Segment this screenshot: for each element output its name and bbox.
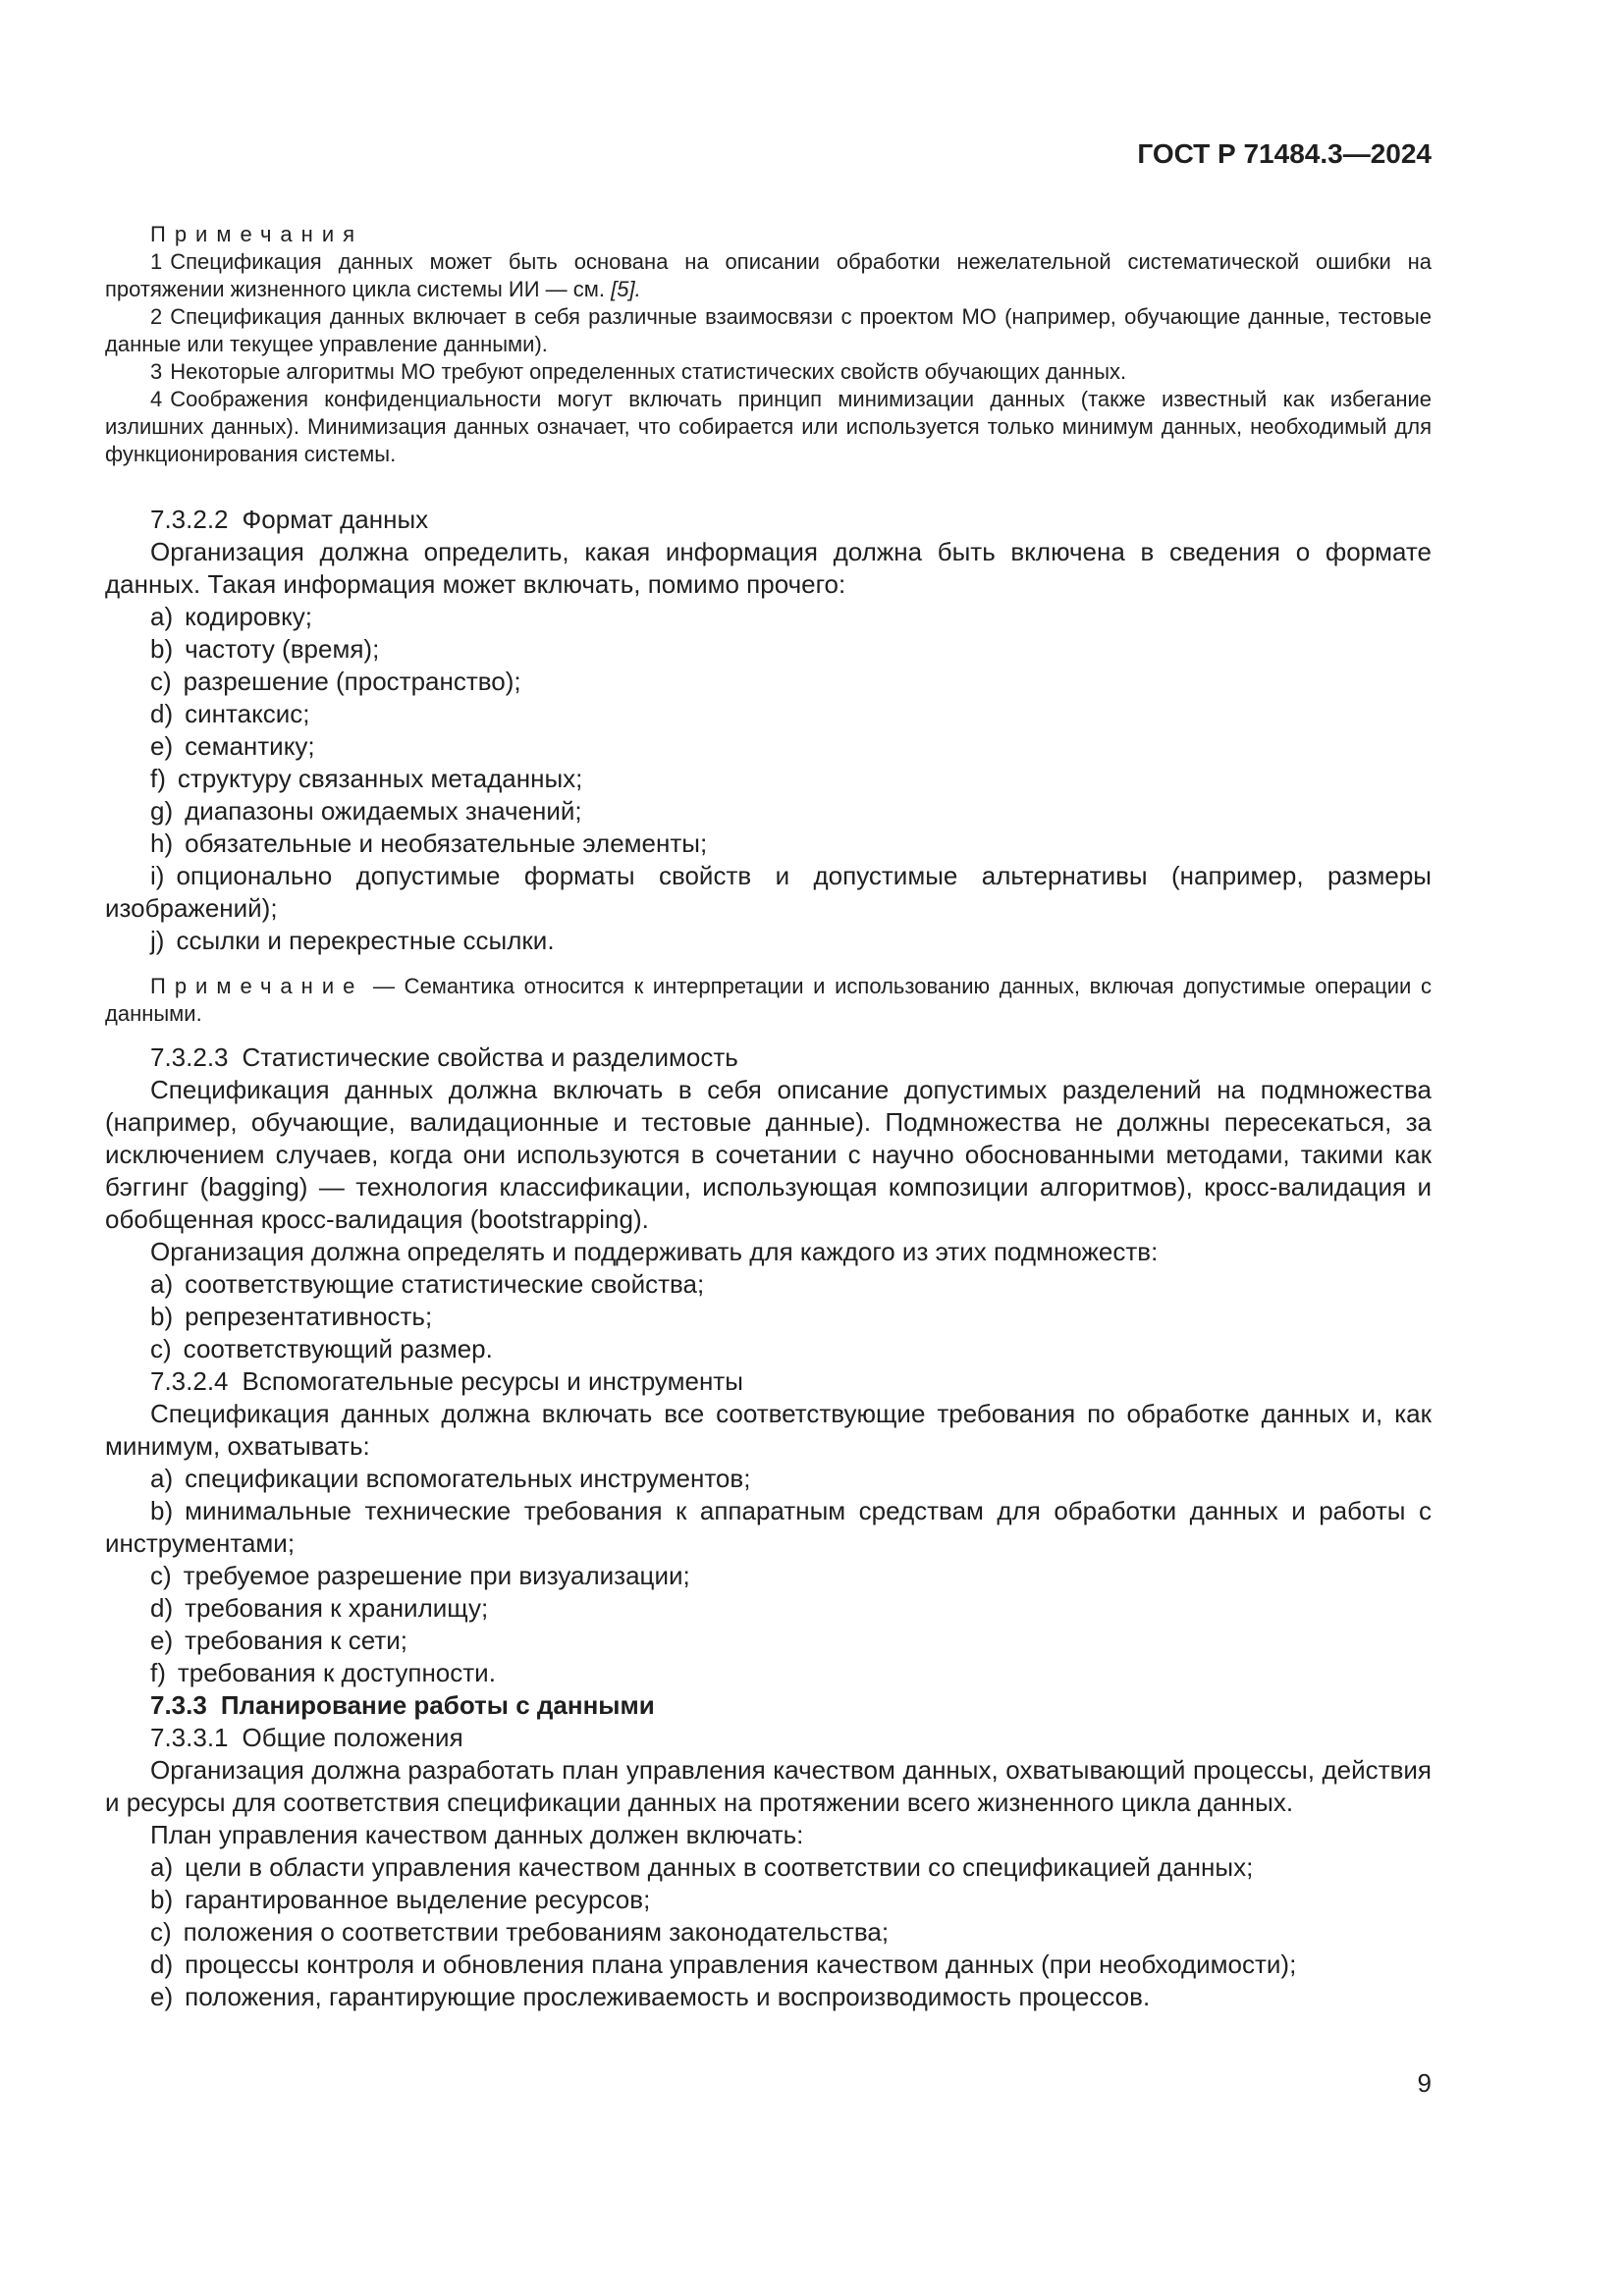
list-label: i) bbox=[150, 861, 165, 890]
list-text: положения о соответствии требованиям законодательства; bbox=[183, 1917, 890, 1947]
list-item bbox=[105, 860, 1432, 925]
list-item bbox=[105, 795, 1432, 828]
list-text: структуру связанных метаданных; bbox=[177, 764, 583, 793]
list-item bbox=[105, 633, 1432, 666]
list-item bbox=[105, 763, 1432, 795]
note-item-3 bbox=[105, 358, 1432, 386]
list-label: f) bbox=[150, 1658, 166, 1687]
list-label: a) bbox=[150, 1464, 174, 1493]
list-item bbox=[105, 1851, 1432, 1884]
note-number: 2 bbox=[150, 304, 163, 329]
list-text: ссылки и перекрестные ссылки. bbox=[176, 926, 555, 955]
list-item bbox=[105, 601, 1432, 633]
list-text: репрезентативность; bbox=[185, 1302, 433, 1331]
heading-7-3-2-4 bbox=[105, 1365, 1432, 1398]
list-text: соответствующие статистические свойства; bbox=[185, 1269, 705, 1299]
list-item bbox=[105, 1981, 1432, 2013]
note-number: 4 bbox=[150, 387, 163, 411]
paragraph: Спецификация данных должна включать все соответствующие требования по обработке данных и, как минимум, охватывать: bbox=[105, 1399, 1432, 1461]
list-label: c) bbox=[150, 1917, 172, 1947]
list-label: b) bbox=[150, 1302, 174, 1331]
list-item bbox=[105, 828, 1432, 860]
list-text: разрешение (пространство); bbox=[183, 667, 521, 696]
list-text: спецификации вспомогательных инструментов; bbox=[185, 1464, 751, 1493]
heading-7-3-2-3 bbox=[105, 1041, 1432, 1074]
note-text: — Семантика относится к интерпретации и использованию данных, включая допустимые операции с данными. bbox=[105, 974, 1432, 1026]
section-title: Вспомогательные ресурсы и инструменты bbox=[242, 1366, 743, 1396]
list-item bbox=[105, 1301, 1432, 1333]
section-number: 7.3.2.4 bbox=[150, 1366, 229, 1396]
document-header: ГОСТ Р 71484.3—2024 bbox=[1137, 138, 1432, 169]
section-number: 7.3.2.3 bbox=[150, 1042, 229, 1072]
list-text: процессы контроля и обновления плана управления качеством данных (при необходимости); bbox=[185, 1949, 1297, 1979]
list-label: e) bbox=[150, 1626, 174, 1655]
paragraph: План управления качеством данных должен включать: bbox=[150, 1820, 804, 1849]
list-item bbox=[105, 666, 1432, 698]
note-item-1 bbox=[105, 248, 1432, 303]
note-item-2 bbox=[105, 303, 1432, 358]
paragraph: Организация должна разработать план управления качеством данных, охватывающий процессы, действия и ресурсы для соответствия спецификации данных на протяжении всего жизненного цикла данных. bbox=[105, 1755, 1432, 1817]
list-text: синтаксис; bbox=[185, 699, 310, 728]
section-title: Статистические свойства и разделимость bbox=[242, 1042, 738, 1072]
note-text: Некоторые алгоритмы МО требуют определенных статистических свойств обучающих данных. bbox=[170, 359, 1127, 384]
paragraph: Организация должна определить, какая информация должна быть включена в сведения о формате данных. Такая информация может включать, помимо прочего: bbox=[105, 537, 1432, 599]
list-label: b) bbox=[150, 1885, 174, 1914]
list-label: b) bbox=[150, 1496, 174, 1525]
section-title: Общие положения bbox=[242, 1723, 463, 1752]
section-number: 7.3.3 bbox=[150, 1690, 207, 1720]
paragraph: Организация должна определять и поддерживать для каждого из этих подмножеств: bbox=[150, 1237, 1159, 1266]
note-number: 3 bbox=[150, 359, 163, 384]
notes-block bbox=[105, 221, 1432, 468]
list-text: требования к сети; bbox=[185, 1626, 408, 1655]
list-label: c) bbox=[150, 1561, 172, 1590]
list-text: требования к хранилищу; bbox=[185, 1593, 489, 1623]
list-item bbox=[105, 730, 1432, 763]
notes-title-text: Примечания bbox=[150, 222, 364, 246]
list-item bbox=[105, 698, 1432, 730]
list-text: кодировку; bbox=[185, 602, 312, 631]
list-text: требуемое разрешение при визуализации; bbox=[183, 1561, 690, 1590]
list-label: j) bbox=[150, 926, 165, 955]
list-item bbox=[105, 1268, 1432, 1301]
list-item bbox=[105, 1657, 1432, 1689]
note-text: Спецификация данных включает в себя различные взаимосвязи с проектом МО (например, обучающие данные, тестовые данные или текущее управление данными). bbox=[105, 304, 1432, 356]
list-text: соответствующий размер. bbox=[183, 1334, 493, 1363]
list-item bbox=[105, 1949, 1432, 1981]
list-label: e) bbox=[150, 731, 174, 761]
list-text: диапазоны ожидаемых значений; bbox=[185, 796, 582, 826]
note-number: 1 bbox=[150, 249, 163, 274]
note-text: Спецификация данных может быть основана на описании обработки нежелательной систематической ошибки на протяжении жизненного цикла системы ИИ — см. bbox=[105, 249, 1432, 301]
list-text: цели в области управления качеством данных в соответствии со спецификацией данных; bbox=[185, 1852, 1254, 1882]
list-text: положения, гарантирующие прослеживаемость и воспроизводимость процессов. bbox=[185, 1982, 1151, 2011]
list-text: опционально допустимые форматы свойств и допустимые альтернативы (например, размеры изображений); bbox=[105, 861, 1432, 923]
list-item bbox=[105, 1884, 1432, 1916]
list-label: a) bbox=[150, 602, 174, 631]
list-label: d) bbox=[150, 1949, 174, 1979]
list-label: a) bbox=[150, 1269, 174, 1299]
list-label: c) bbox=[150, 1334, 172, 1363]
list-label: e) bbox=[150, 1982, 174, 2011]
heading-7-3-2-2 bbox=[105, 504, 1432, 536]
paragraph: Спецификация данных должна включать в себя описание допустимых разделений на подмножества (например, обучающие, валидационные и тестовые данные). Подмножества не должны пересекаться, за исключением случаев, когда они используются в сочетании с научно обоснованными методами, такими как бэггинг (bagging) — технология классификации, использующая композиции алгоритмов), кросс-валидация и обобщенная кросс-валидация (bootstrapping). bbox=[105, 1075, 1432, 1234]
heading-7-3-3 bbox=[105, 1689, 1432, 1722]
list-item bbox=[105, 1463, 1432, 1495]
list-text: минимальные технические требования к аппаратным средствам для обработки данных и работы с инструментами; bbox=[105, 1496, 1432, 1558]
list-text: частоту (время); bbox=[185, 634, 380, 664]
list-item bbox=[105, 1560, 1432, 1592]
list-text: семантику; bbox=[185, 731, 315, 761]
section-number: 7.3.2.2 bbox=[150, 505, 229, 534]
list-label: h) bbox=[150, 828, 174, 858]
note-semantics bbox=[105, 973, 1432, 1028]
list-label: d) bbox=[150, 699, 174, 728]
page-number: 9 bbox=[1417, 2068, 1432, 2098]
section-title: Формат данных bbox=[242, 505, 429, 534]
heading-7-3-3-1 bbox=[105, 1722, 1432, 1754]
list-label: f) bbox=[150, 764, 166, 793]
list-label: a) bbox=[150, 1852, 174, 1882]
section-title: Планирование работы с данными bbox=[220, 1690, 655, 1720]
list-text: гарантированное выделение ресурсов; bbox=[185, 1885, 651, 1914]
list-label: b) bbox=[150, 634, 174, 664]
note-title-text: Примечание bbox=[150, 974, 364, 998]
notes-title bbox=[105, 221, 1432, 248]
list-text: обязательные и необязательные элементы; bbox=[185, 828, 708, 858]
list-item bbox=[105, 925, 1432, 957]
list-label: c) bbox=[150, 667, 172, 696]
note-text: Соображения конфиденциальности могут включать принцип минимизации данных (также известный как избегание излишних данных). Минимизация данных означает, что собирается или используется только минимум данных, необходимый для функционирования системы. bbox=[105, 387, 1432, 466]
list-item bbox=[105, 1625, 1432, 1657]
list-label: g) bbox=[150, 796, 174, 826]
note-item-4 bbox=[105, 386, 1432, 468]
list-label: d) bbox=[150, 1593, 174, 1623]
list-item bbox=[105, 1916, 1432, 1949]
list-item bbox=[105, 1495, 1432, 1560]
list-item bbox=[105, 1592, 1432, 1625]
page-content bbox=[105, 137, 1432, 2013]
list-text: требования к доступности. bbox=[177, 1658, 496, 1687]
bibliography-reference: [5]. bbox=[611, 277, 641, 301]
list-item bbox=[105, 1333, 1432, 1365]
section-number: 7.3.3.1 bbox=[150, 1723, 229, 1752]
